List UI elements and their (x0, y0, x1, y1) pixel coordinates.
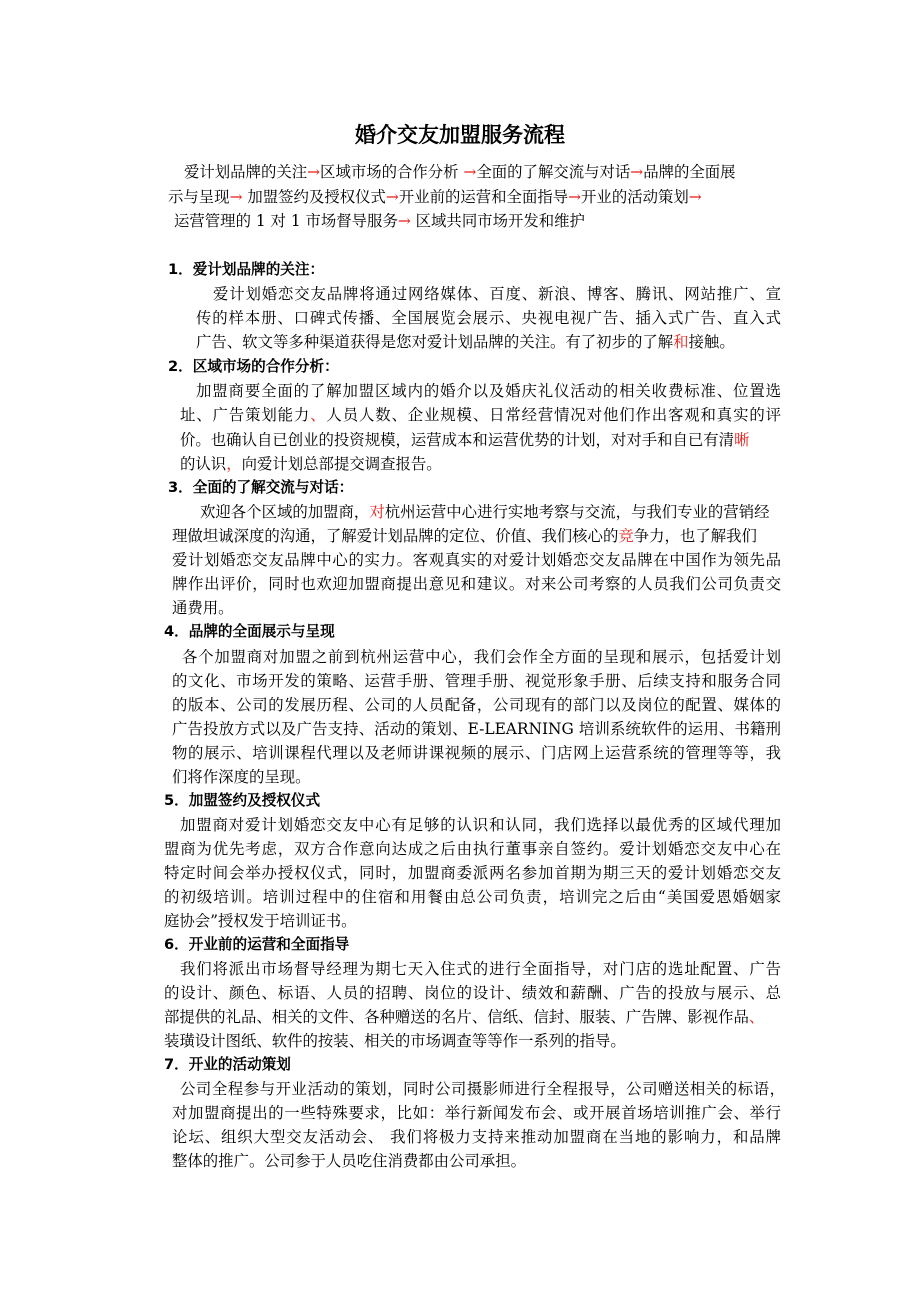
paragraph-line: 我们将派出市场督导经理为期七天入住式的进行全面指导，对门店的选址配置、广告 (180, 960, 781, 978)
paragraph-line: 爱计划婚恋交友品牌中心的实力。客观真实的对爱计划婚恋交友品牌在中国作为领先品 (172, 551, 781, 569)
arrow-icon: → (630, 163, 644, 181)
paragraph-line: 爱计划婚恋交友品牌将通过网络媒体、百度、新浪、博客、腾讯、网站推广、宣 (213, 285, 781, 303)
paragraph-line: 欢迎各个区域的加盟商，对杭州运营中心进行实地考察与交流，与我们专业的营销经 (200, 503, 770, 521)
paragraph-line: 论坛、组织大型交友活动会、 我们将极力支持来推动加盟商在当地的影响力，和品牌 (172, 1128, 781, 1146)
arrow-icon: → (463, 163, 477, 181)
paragraph-line: 的认识，向爱计划总部提交调查报告。 (180, 455, 442, 473)
section-heading: 7．开业的活动策划 (164, 1056, 291, 1073)
paragraph-line: 广告、软文等多种渠道获得是您对爱计划品牌的关注。有了初步的了解和接触。 (196, 333, 735, 351)
paragraph-line: 理做坦诚深度的沟通，了解爱计划品牌的定位、价值、我们核心的竞争力，也了解我们 (172, 527, 757, 545)
paragraph-line: 庭协会”授权发于培训证书。 (164, 912, 357, 930)
paragraph-line: 通费用。 (172, 599, 234, 617)
paragraph-line: 传的样本册、口碑式传播、全国展览会展示、央视电视广告、插入式广告、直入式 (196, 309, 781, 327)
flow-step: 区域共同市场开发和维护 (410, 212, 585, 230)
paragraph-line: 公司全程参与开业活动的策划，同时公司摄影师进行全程报导，公司赠送相关的标语， (180, 1080, 785, 1098)
section-heading: 1．爱计划品牌的关注： (168, 261, 325, 278)
page-title: 婚介交友加盟服务流程 (355, 123, 565, 147)
flow-step: 区域市场的合作分析 (320, 163, 464, 181)
flow-step: 开业的活动策划 (581, 188, 689, 206)
flow-step: 加盟签约及授权仪式 (242, 188, 386, 206)
arrow-icon: → (397, 212, 411, 230)
section-heading: 4．品牌的全面展示与呈现 (164, 623, 335, 640)
paragraph-line: 物的展示、培训课程代理以及老师讲课视频的展示、门店网上运营系统的管理等等，我 (172, 744, 781, 762)
paragraph-line: 盟商为优先考虑，双方合作意向达成之后由执行董事亲自签约。爱计划婚恋交友中心在 (164, 840, 781, 858)
paragraph-line: 的文化、市场开发的策略、运营手册、管理手册、视觉形象手册、后续支持和服务合同 (172, 672, 781, 690)
flow-step: 品牌的全面展 (643, 163, 736, 181)
paragraph-line: 对加盟商提出的一些特殊要求，比如：举行新闻发布会、或开展首场培训推广会、举行 (172, 1104, 781, 1122)
arrow-icon: → (307, 163, 321, 181)
paragraph-line: 装璜设计图纸、软件的按装、相关的市场调查等等作一系列的指导。 (164, 1032, 626, 1050)
section-heading: 2．区域市场的合作分析： (168, 358, 339, 375)
paragraph-line: 牌作出评价，同时也欢迎加盟商提出意见和建议。对来公司考察的人员我们公司负责交 (172, 575, 781, 593)
section-heading: 3．全面的了解交流与对话： (168, 479, 354, 496)
paragraph-line: 整体的推广。公司参于人员吃住消费都由公司承担。 (172, 1152, 526, 1170)
flow-step: 开业前的运营和全面指导 (398, 188, 569, 206)
paragraph-line: 的版本、公司的发展历程、公司的人员配备，公司现有的部门以及岗位的配置、媒体的 (172, 696, 781, 714)
arrow-icon: → (229, 188, 243, 206)
arrow-icon: → (568, 188, 582, 206)
flow-line-3 (174, 209, 585, 233)
paragraph-line: 广告投放方式以及广告支持、活动的策划、E-LEARNING 培训系统软件的运用、书籍刑 (172, 720, 781, 738)
paragraph-line: 价。也确认自已创业的投资规模，运营成本和运营优势的计划，对对手和自已有清晰 (180, 431, 750, 449)
flow-step: 爱计划品牌的关注 (184, 163, 308, 181)
paragraph-line: 各个加盟商对加盟之前到杭州运营中心，我们会作全方面的呈现和展示，包括爱计划 (182, 648, 781, 666)
paragraph-line: 加盟商要全面的了解加盟区域内的婚介以及婚庆礼仪活动的相关收费标准、位置选 (196, 382, 781, 400)
arrow-icon: → (688, 188, 702, 206)
paragraph-line: 们将作深度的呈现。 (172, 768, 311, 786)
paragraph-line: 的设计、颜色、标语、人员的招聘、岗位的设计、绩效和薪酬、广告的投放与展示、总 (164, 984, 781, 1002)
paragraph-line: 加盟商对爱计划婚恋交友中心有足够的认识和认同，我们选择以最优秀的区域代理加 (180, 816, 781, 834)
flow-step: 示与呈现 (168, 188, 230, 206)
section-heading: 6．开业前的运营和全面指导 (164, 936, 350, 953)
paragraph-line: 的初级培训。培训过程中的住宿和用餐由总公司负责，培训完之后由“美国爱恩婚姻家 (164, 888, 781, 906)
flow-line-2 (168, 185, 702, 209)
section-heading: 5．加盟签约及授权仪式 (164, 792, 321, 809)
paragraph-line: 址、广告策划能力、人员人数、企业规模、日常经营情况对他们作出客观和真实的评 (180, 406, 781, 424)
arrow-icon: → (385, 188, 399, 206)
paragraph-line: 特定时间会举办授权仪式，同时，加盟商委派两名参加首期为期三天的爱计划婚恋交友 (164, 864, 781, 882)
flow-step: 全面的了解交流与对话 (476, 163, 631, 181)
paragraph-line: 部提供的礼品、相关的文件、各种赠送的名片、信纸、信封、服装、广告牌、影视作品、 (164, 1008, 765, 1026)
flow-line-1 (184, 160, 736, 184)
flow-step: 运营管理的 1 对 1 市场督导服务 (174, 212, 398, 230)
